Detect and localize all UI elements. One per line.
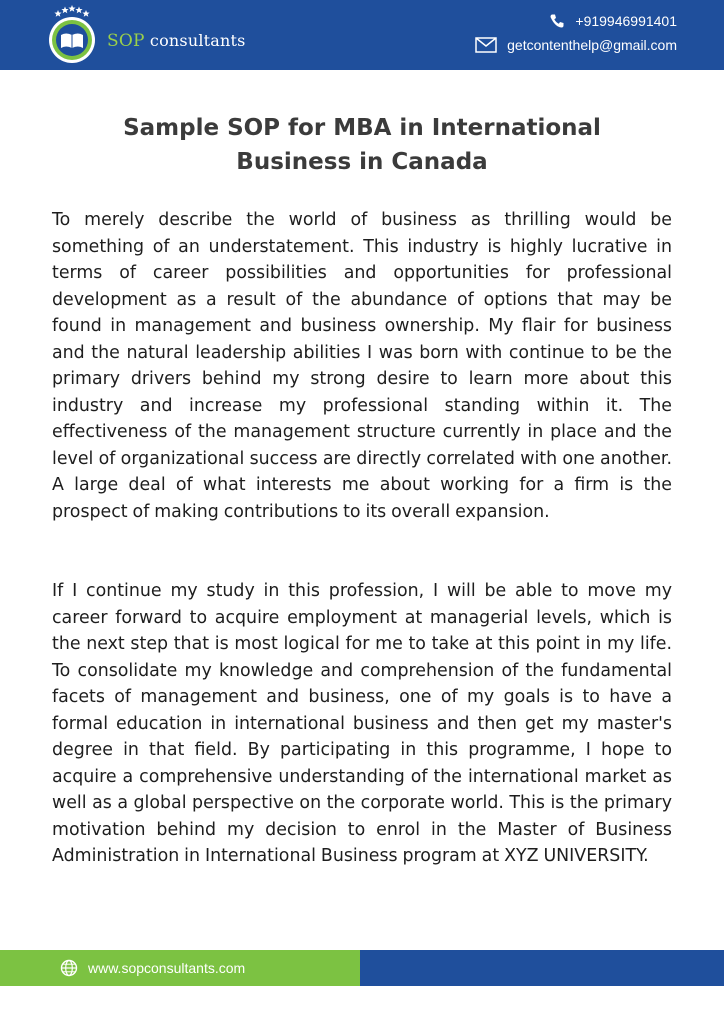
paragraph-2: If I continue my study in this profession, I will be able to move my career forward to acquire employment at managerial levels, which is the next step that is most logical for me to take at this point in my life. To consolidate my knowledge and comprehension of the fundamental facets of management and business, one of my goals is to have a formal education in international business and then get my master's degree in that field. By participating in this programme, I hope to acquire a comprehensive understanding of the international market as well as a global perspective on the corporate world. This is the primary motivation behind my decision to enrol in the Master of Business Administration in International Business program at XYZ UNIVERSITY.	[52, 581, 672, 866]
brand-name	[107, 31, 246, 51]
website-url: www.sopconsultants.com	[88, 960, 246, 976]
title-line-2: Business in Canada	[236, 149, 488, 175]
contact-phone[interactable]	[549, 13, 677, 29]
globe-icon	[60, 959, 78, 977]
brand-consultants: consultants	[149, 31, 246, 50]
logo-emblem-icon	[44, 4, 100, 66]
footer-website-link[interactable]	[60, 950, 245, 986]
page-header	[0, 0, 724, 70]
envelope-icon	[475, 37, 497, 53]
email-address: getcontenthelp@gmail.com	[507, 37, 677, 53]
phone-icon	[549, 13, 565, 29]
paragraph-1: To merely describe the world of business as thrilling would be something of an understatement. This industry is highly lucrative in terms of career possibilities and opportunities for professional development as a result of the abundance of options that may be found in management and business ownership. My flair for business and the natural leadership abilities I was born with continue to be the primary drivers behind my strong desire to learn more about this industry and increase my professional standing within it. The effectiveness of the management structure currently in place and the level of organizational success are directly correlated with one another. A large deal of what interests me about working for a firm is the prospect of making contributions to its overall expansion.	[52, 210, 672, 522]
page-footer	[0, 950, 724, 986]
footer-blue-band	[360, 950, 724, 986]
page-title	[62, 111, 662, 179]
title-line-1: Sample SOP for MBA in International	[123, 115, 601, 141]
contact-email[interactable]	[475, 37, 677, 53]
brand-sop: SOP	[107, 31, 145, 51]
phone-number: +919946991401	[575, 13, 677, 29]
